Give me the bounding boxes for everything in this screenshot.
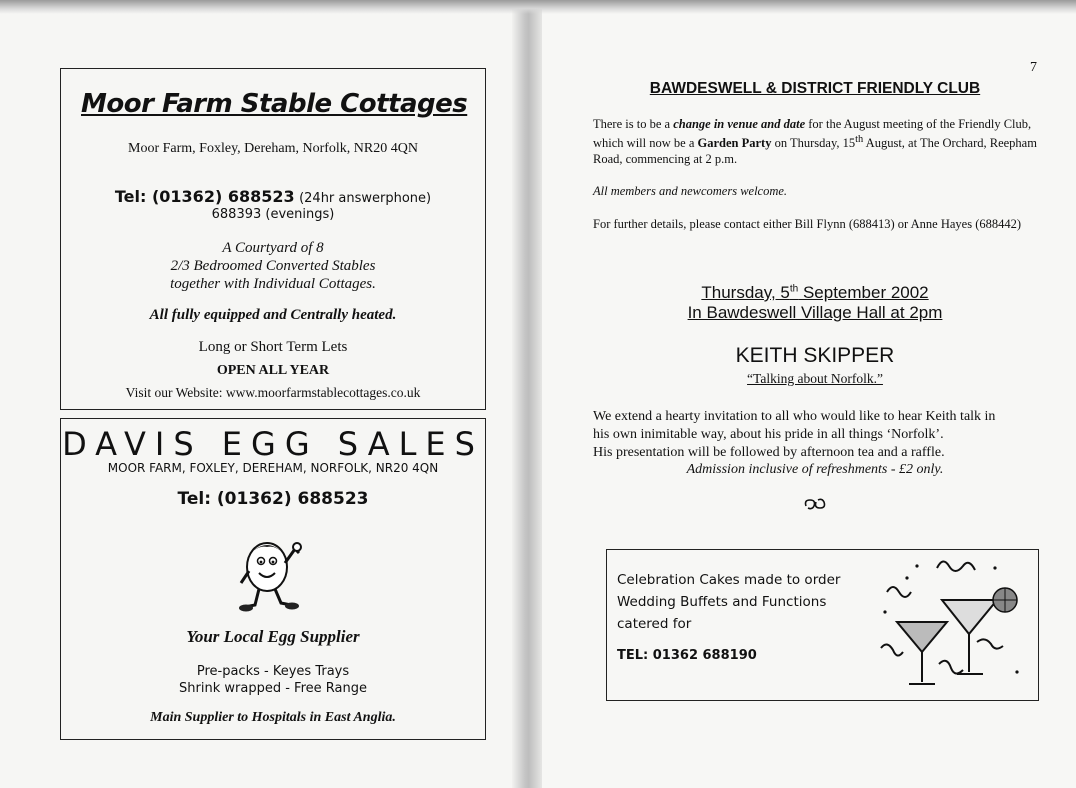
davis-address: MOOR FARM, FOXLEY, DEREHAM, NORFOLK, NR20 4QN <box>107 461 439 475</box>
cakes-line: catered for <box>617 616 692 632</box>
moor-farm-lets: Long or Short Term Lets <box>198 339 348 355</box>
page-number: 7 <box>1030 60 1037 75</box>
club-title: BAWDESWELL & DISTRICT FRIENDLY CLUB <box>649 80 981 97</box>
moor-farm-website: Visit our Website: www.moorfarmstablecottages.co.uk <box>125 385 421 400</box>
club-contact: For further details, please contact either Bill Flynn (688413) or Anne Hayes (688442) <box>593 217 1022 231</box>
davis-title: DAVIS EGG SALES <box>62 425 484 463</box>
davis-packs: Pre-packs - Keyes Trays <box>196 664 350 679</box>
davis-wrapped: Shrink wrapped - Free Range <box>179 681 367 696</box>
club-welcome: All members and newcomers welcome. <box>593 184 788 198</box>
moor-farm-title: Moor Farm Stable Cottages <box>81 89 468 119</box>
moor-farm-desc-line: 2/3 Bedroomed Converted Stables <box>170 258 376 274</box>
moor-farm-open: OPEN ALL YEAR <box>216 363 330 378</box>
moor-farm-tel-note: (24hr answerphone) <box>299 191 432 206</box>
celebration-cakes-advert <box>606 549 1039 701</box>
cakes-telephone: TEL: 01362 688190 <box>617 648 757 663</box>
davis-hospitals: Main Supplier to Hospitals in East Anglia. <box>150 710 396 725</box>
moor-farm-advert <box>60 68 486 410</box>
cocktail-glasses-icon <box>877 552 1027 698</box>
moor-farm-address: Moor Farm, Foxley, Dereham, Norfolk, NR20 4QN <box>128 141 418 156</box>
book-gutter <box>512 0 542 788</box>
davis-egg-sales-advert <box>60 418 486 740</box>
davis-supplier: Your Local Egg Supplier <box>186 627 360 646</box>
moor-farm-tel-number: Tel: (01362) 688523 <box>114 187 295 206</box>
scroll-ornament-icon <box>802 496 828 512</box>
moor-farm-equipped: All fully equipped and Centrally heated. <box>149 307 397 323</box>
invite-line: We extend a hearty invitation to all who would like to hear Keith talk in <box>593 409 996 424</box>
event-date: Thursday, 5th September 2002 <box>701 283 929 302</box>
admission-line: Admission inclusive of refreshments - £2 only. <box>686 462 944 477</box>
talk-title: “Talking about Norfolk.” <box>747 371 883 386</box>
moor-farm-desc-line: A Courtyard of 8 <box>222 240 324 256</box>
event-venue: In Bawdeswell Village Hall at 2pm <box>687 303 943 322</box>
moor-farm-desc-line: together with Individual Cottages. <box>170 276 376 292</box>
invite-line: his own inimitable way, about his pride in all things ‘Norfolk’. <box>593 427 944 442</box>
cakes-line: Celebration Cakes made to order <box>617 572 841 588</box>
scan-shadow <box>0 0 1076 14</box>
egg-mascot-icon <box>237 529 307 615</box>
club-paragraph: There is to be a change in venue and date for the August meeting of the Friendly Club, which will now be a Garden Party on Thursday, 15th August, at The Orchard, Reepham Road, commencing at 2 p.m. <box>593 117 1037 167</box>
speaker-name: KEITH SKIPPER <box>735 344 895 367</box>
cakes-line: Wedding Buffets and Functions <box>617 594 827 610</box>
invite-line: His presentation will be followed by afternoon tea and a raffle. <box>593 445 945 460</box>
davis-telephone: Tel: (01362) 688523 <box>177 489 369 509</box>
moor-farm-tel-evenings: 688393 (evenings) <box>211 207 335 222</box>
moor-farm-telephone <box>61 187 485 206</box>
